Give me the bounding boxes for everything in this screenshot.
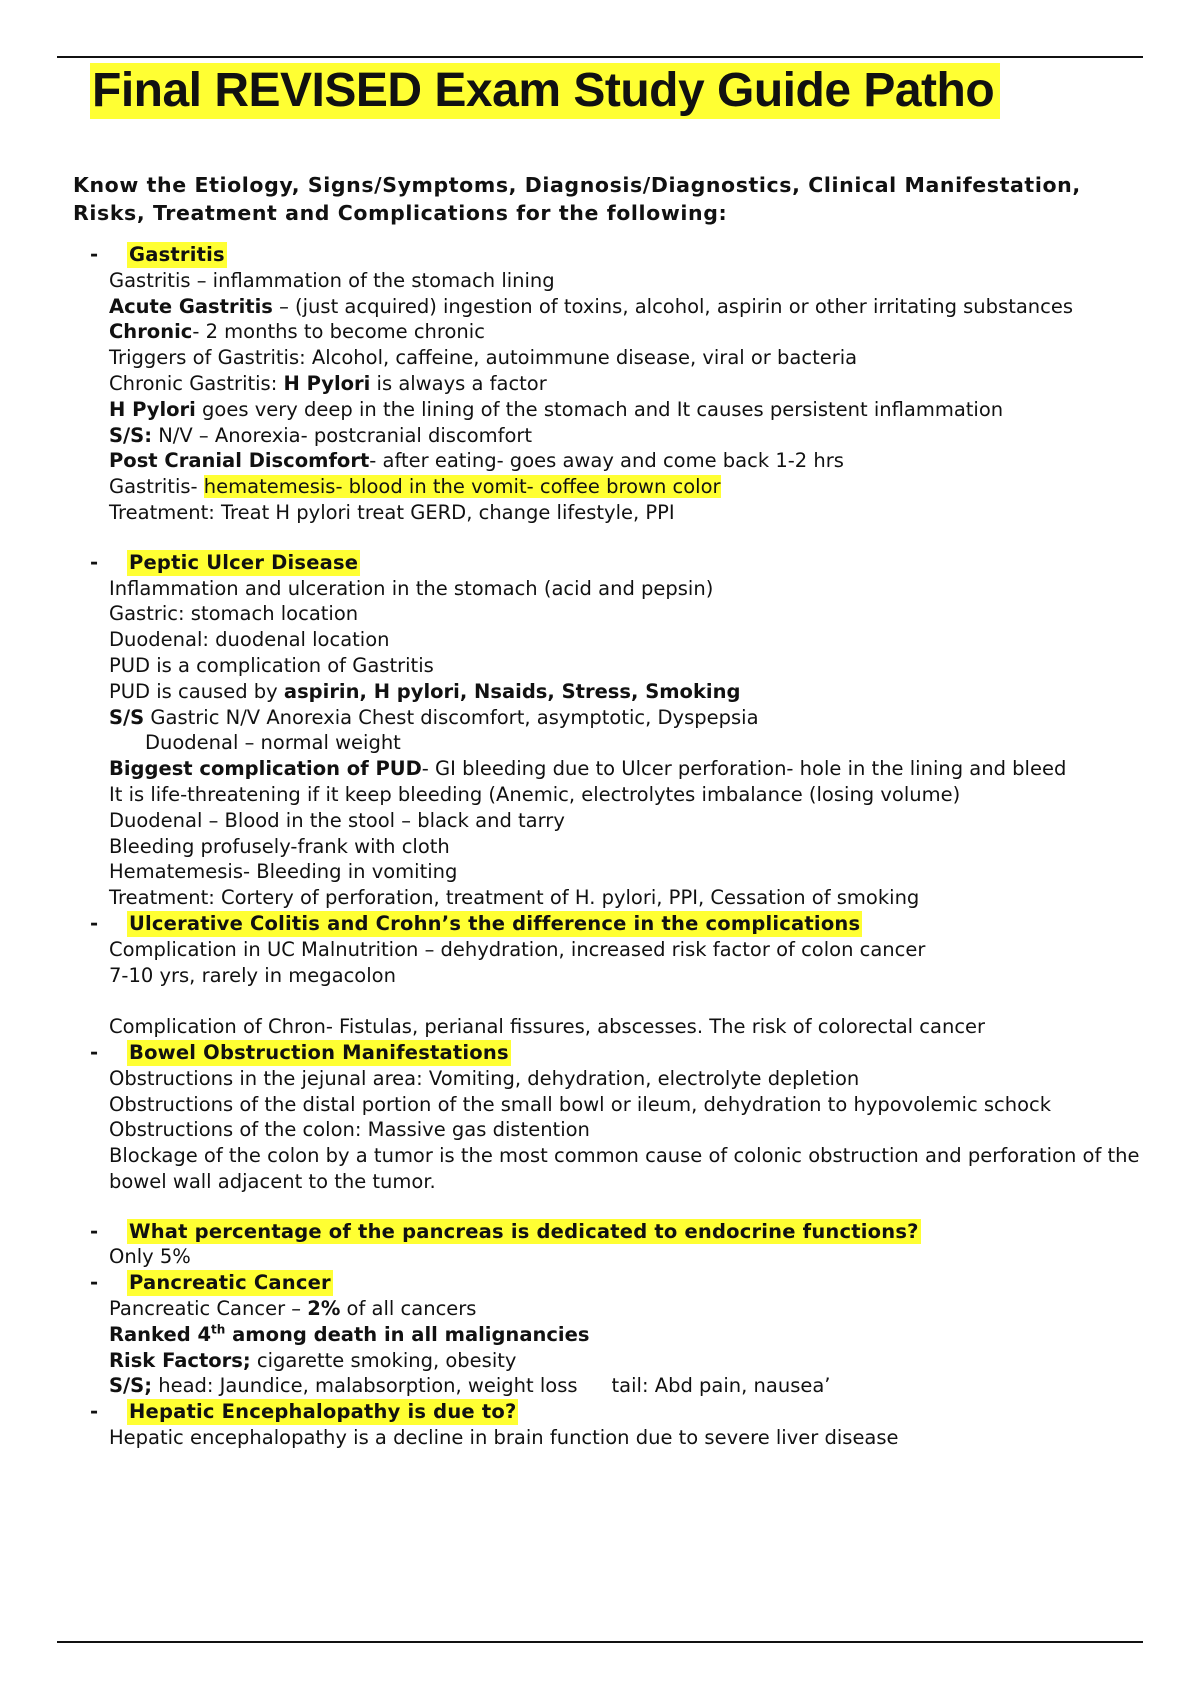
line-text: head: Jaundice, malabsorption, weight loss [152,1374,578,1398]
page-title: Final REVISED Exam Study Guide Patho [90,63,1000,119]
line-text: - after eating- goes away and come back 1-2 hrs [369,449,844,473]
text-line: Treatment: Treat H pylori treat GERD, change lifestyle, PPI [109,500,675,524]
text-line: Blockage of the colon by a tumor is the most common cause of colonic obstruction and perforation of the bowel wall adjacent to the tumor. [109,1144,1140,1193]
line-text: Chronic Gastritis: [109,371,284,395]
section-heading: Peptic Ulcer Disease [129,550,359,574]
bold-term: 2% [307,1297,341,1321]
section-ulcerative-colitis [90,911,1150,1040]
bold-term: S/S: [109,423,153,447]
line-text: - 2 months to become chronic [192,320,485,344]
bold-term: Biggest complication of PUD [109,757,422,781]
spacer [90,1195,1150,1219]
text-line: 7-10 yrs, rarely in megacolon [109,963,396,987]
bullet-marker: - [90,243,99,266]
bold-term: H Pylori [109,397,196,421]
spacer [90,526,1150,550]
bold-term: S/S [109,705,145,729]
text-line [109,1373,1150,1399]
text-line [109,1348,1150,1374]
line-text: - GI bleeding due to Ulcer perforation- hole in the lining and bleed [421,757,1067,781]
section-bowel-obstruction [90,1040,1150,1195]
section-body [109,1425,1150,1451]
section-heading: Hepatic Encephalopathy is due to? [129,1400,517,1424]
text-line [109,1322,1150,1348]
section-heading: What percentage of the pancreas is dedicated to endocrine functions? [129,1219,919,1243]
text-line: It is life-threatening if it keep bleeding (Anemic, electrolytes imbalance (losing volume) [109,782,961,806]
bold-term: aspirin, H pylori, Nsaids, Stress, Smoking [283,679,741,703]
text-line [109,1296,1150,1322]
section-body [109,576,1150,911]
bullet-marker: - [90,1219,99,1243]
line-text: of all cancers [340,1297,477,1321]
text-line: Gastric: stomach location [109,602,359,626]
bold-term: S/S; [109,1374,153,1398]
text-line: Triggers of Gastritis: Alcohol, caffeine, autoimmune disease, viral or bacteria [109,346,858,370]
text-line: Obstructions of the colon: Massive gas distention [109,1118,590,1142]
text-line [109,679,1150,705]
text-line [109,371,1150,397]
blank-line [109,988,1150,1014]
bold-term: Risk Factors; [109,1348,251,1372]
line-text: PUD is caused by [109,679,284,703]
section-body [109,1066,1150,1195]
section-body [109,268,1150,526]
text-line [109,705,1150,731]
line-text: is always a factor [370,371,547,395]
bold-term: Chronic [109,320,193,344]
text-line: Duodenal: duodenal location [109,628,390,652]
text-line [109,294,1150,320]
bullet-marker: - [90,1400,99,1424]
text-line: Only 5% [109,1245,191,1269]
bold-term: Post Cranial Discomfort [109,449,370,473]
bullet-marker: - [90,911,99,935]
text-line: Inflammation and ulceration in the stomach (acid and pepsin) [109,576,714,600]
line-text: tail: Abd pain, nausea’ [611,1374,831,1398]
line-text: among death in all malignancies [225,1322,590,1346]
top-rule [57,56,1143,58]
intro-text: Know the Etiology, Signs/Symptoms, Diagnosis/Diagnostics, Clinical Manifestation, Risks, Treatment and Complications for the following: [73,173,1081,225]
text-line [109,448,1150,474]
text-line: Complication of Chron- Fistulas, perianal fissures, abscesses. The risk of colorectal cancer [109,1015,986,1039]
bullet-marker: - [90,1271,99,1295]
text-line [109,474,1150,500]
text-line: Treatment: Cortery of perforation, treatment of H. pylori, PPI, Cessation of smoking [109,886,920,910]
section-peptic-ulcer [90,550,1150,911]
bold-term: H Pylori [283,371,371,395]
section-body [109,1244,1150,1270]
highlighted-text: hematemesis- blood in the vomit- coffee brown color [203,475,721,499]
text-line: Duodenal – normal weight [145,731,401,755]
line-text: Ranked 4 [109,1322,212,1346]
section-body [109,937,1150,1040]
line-text: goes very deep in the lining of the stomach and It causes persistent inflammation [195,397,1004,421]
text-line [109,319,1150,345]
bottom-rule [57,1641,1143,1643]
bold-term: Acute Gastritis [109,294,273,318]
section-pancreatic-cancer [90,1270,1150,1399]
study-guide-content [90,242,1150,1451]
section-heading: Pancreatic Cancer [129,1271,331,1295]
section-pancreas-endocrine [90,1219,1150,1271]
text-line: PUD is a complication of Gastritis [109,653,434,677]
text-line [109,423,1150,449]
text-line: Obstructions in the jejunal area: Vomiting, dehydration, electrolyte depletion [109,1066,860,1090]
section-heading: Bowel Obstruction Manifestations [129,1040,509,1064]
text-line: Complication in UC Malnutrition – dehydration, increased risk factor of colon cancer [109,937,926,961]
section-heading: Gastritis [129,243,225,266]
text-line: Gastritis – inflammation of the stomach lining [109,268,555,292]
bullet-marker: - [90,550,99,574]
text-line [109,397,1150,423]
section-heading: Ulcerative Colitis and Crohn’s the difference in the complications [129,911,861,935]
text-line: Obstructions of the distal portion of the small bowl or ileum, dehydration to hypovolemic schock [109,1092,1052,1116]
text-line: Hematemesis- Bleeding in vomiting [109,860,458,884]
line-text: – (just acquired) ingestion of toxins, alcohol, aspirin or other irritating substances [272,294,1074,318]
text-line [109,756,1150,782]
line-text: Gastritis- [109,475,204,499]
section-body [109,1296,1150,1399]
line-text: N/V – Anorexia- postcranial discomfort [152,423,533,447]
superscript: th [211,1322,226,1337]
section-gastritis [90,242,1150,526]
bold-term [109,1323,589,1346]
text-line: Hepatic encephalopathy is a decline in brain function due to severe liver disease [109,1426,899,1450]
section-hepatic-encephalopathy [90,1399,1150,1451]
text-line: Duodenal – Blood in the stool – black and tarry [109,808,565,832]
bullet-marker: - [90,1040,99,1064]
line-text: cigarette smoking, obesity [250,1348,517,1372]
line-text: Pancreatic Cancer – [109,1297,308,1321]
text-line: Bleeding profusely-frank with cloth [109,834,450,858]
line-text: Gastric N/V Anorexia Chest discomfort, asymptotic, Dyspepsia [144,705,759,729]
